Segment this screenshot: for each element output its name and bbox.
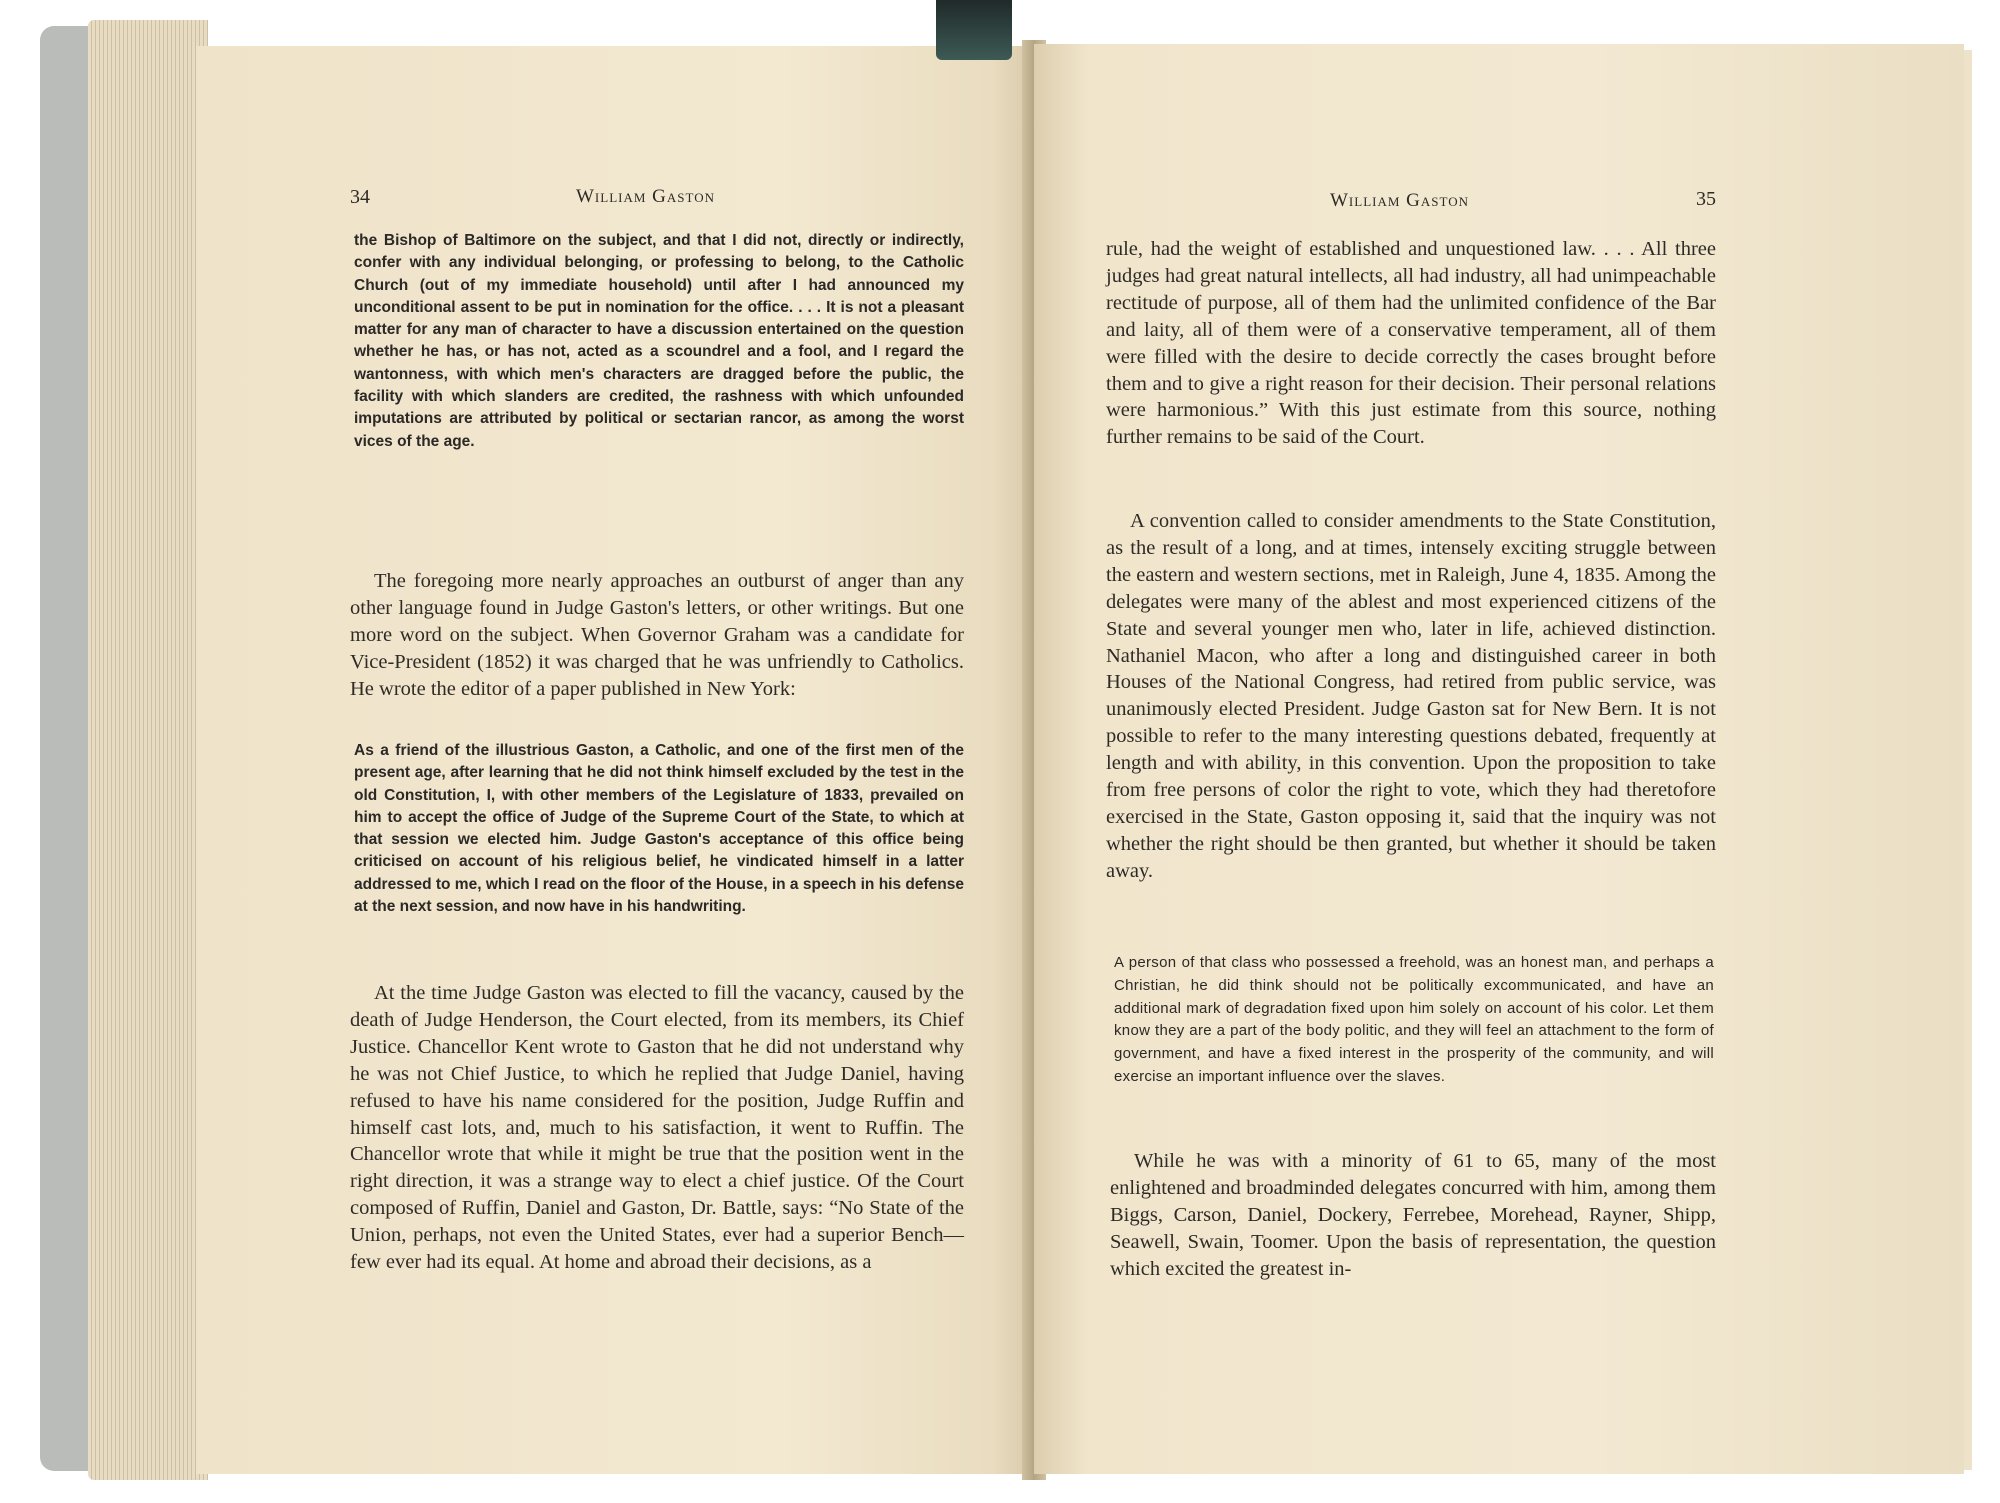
- right-running-head: William Gaston: [1330, 190, 1469, 211]
- right-page-number: 35: [1696, 188, 1716, 210]
- page-edges-stack: [88, 20, 208, 1480]
- left-paragraph-1: The foregoing more nearly approaches an outburst of anger than any other language found in Judge Gaston's letters, or other writings. But one more word on the subject. When Governor Graham was a candidate for Vice-President (1852) it was charged that he was unfriendly to Catholics. He wrote the editor of a paper published in New York:: [350, 570, 964, 700]
- right-quote-1: A person of that class who possessed a freehold, was an honest man, and perhaps a Christian, he did think should not be politically excommunicated, and have an additional mark of degradation fixed upon him solely on account of his color. Let them know they are a part of the body politic, and they will feel an attachment to the form of government, and have a fixed interest in the prosperity of the community, and will exercise an important influence over the slaves.: [1114, 954, 1714, 1085]
- right-page: [1034, 44, 1964, 1474]
- right-paragraph-2: A convention called to consider amendments to the State Constitution, as the result of a long, and at times, intensely exciting struggle between the eastern and western sections, met in Raleigh, June 4, 1835. Among the delegates were many of the ablest and most experienced citizens of the State and several younger men who, later in life, achieved distinction. Nathaniel Macon, who after a long and distinguished career in both Houses of the National Congress, had retired from public service, was unanimously elected President. Judge Gaston sat for New Bern. It is not possible to refer to the many interesting questions debated, frequently at length and with ability, in this convention. Upon the proposition to take from free persons of color the right to vote, which they had theretofore exercised in the State, Gaston opposing it, said that the inquiry was not whether the right should be then granted, but whether it should be taken away.: [1106, 510, 1716, 882]
- left-paragraph-2: At the time Judge Gaston was elected to fill the vacancy, caused by the death of Judge Henderson, the Court elected, from its members, its Chief Justice. Chancellor Kent wrote to Gaston that he did not understand why he was not Chief Justice, to which he replied that Judge Daniel, having refused to have his name considered for the position, Judge Ruffin and himself cast lots, and, much to his satisfaction, it went to Ruffin. The Chancellor wrote that while it might be true that the position went in the right direction, it was a strange way to elect a chief justice. Of the Court composed of Ruffin, Daniel and Gaston, Dr. Battle, says: “No State of the Union, perhaps, not even the United States, ever had a superior Bench—few ever had its equal. At home and abroad their decisions, as a: [350, 982, 964, 1274]
- left-page-number: 34: [350, 186, 370, 208]
- left-quote-1: the Bishop of Baltimore on the subject, and that I did not, directly or indirectly, confer with any individual belonging, or professing to belong, to the Catholic Church (out of my immediate household) until after I had announced my unconditional assent to be put in nomination for the office. . . . It is not a pleasant matter for any man of character to have a discussion entertained on the question whether he has, or has not, acted as a scoundrel and a fool, and I regard the wantonness, with which men's characters are dragged before the public, the facility with which slanders are credited, the rashness with which unfounded imputations are attributed by political or sectarian rancor, as among the worst vices of the age.: [354, 232, 964, 450]
- left-quote-2: As a friend of the illustrious Gaston, a Catholic, and one of the first men of the present age, after learning that he did not think himself excluded by the test in the old Constitution, I, with other members of the Legislature of 1833, prevailed on him to accept the office of Judge of the Supreme Court of the State, to which at that session we elected him. Judge Gaston's acceptance of this office being criticised on account of his religious belief, he vindicated himself in a latter addressed to me, which I read on the floor of the House, in a speech in his defense at the next session, and now have in his handwriting.: [354, 742, 964, 916]
- right-paragraph-3: While he was with a minority of 61 to 65, many of the most enlightened and broadminded delegates concurred with him, among them Biggs, Carson, Daniel, Dockery, Ferrebee, Morehead, Rayner, Shipp, Seawell, Swain, Toomer. Upon the basis of representation, the question which excited the greatest in-: [1110, 1150, 1716, 1280]
- right-paragraph-1: rule, had the weight of established and unquestioned law. . . . All three judges had great natural intellects, all had industry, all had unimpeachable rectitude of purpose, all of them had the unlimited confidence of the Bar and laity, all of them were of a conservative temperament, all of them were filled with the desire to decide correctly the cases brought before them and to give a right reason for their decision. Their personal relations were harmonious.” With this just estimate from this source, nothing further remains to be said of the Court.: [1106, 238, 1716, 449]
- left-page: [196, 46, 1034, 1474]
- left-running-head: William Gaston: [576, 186, 715, 207]
- spine-tab: [936, 0, 1012, 60]
